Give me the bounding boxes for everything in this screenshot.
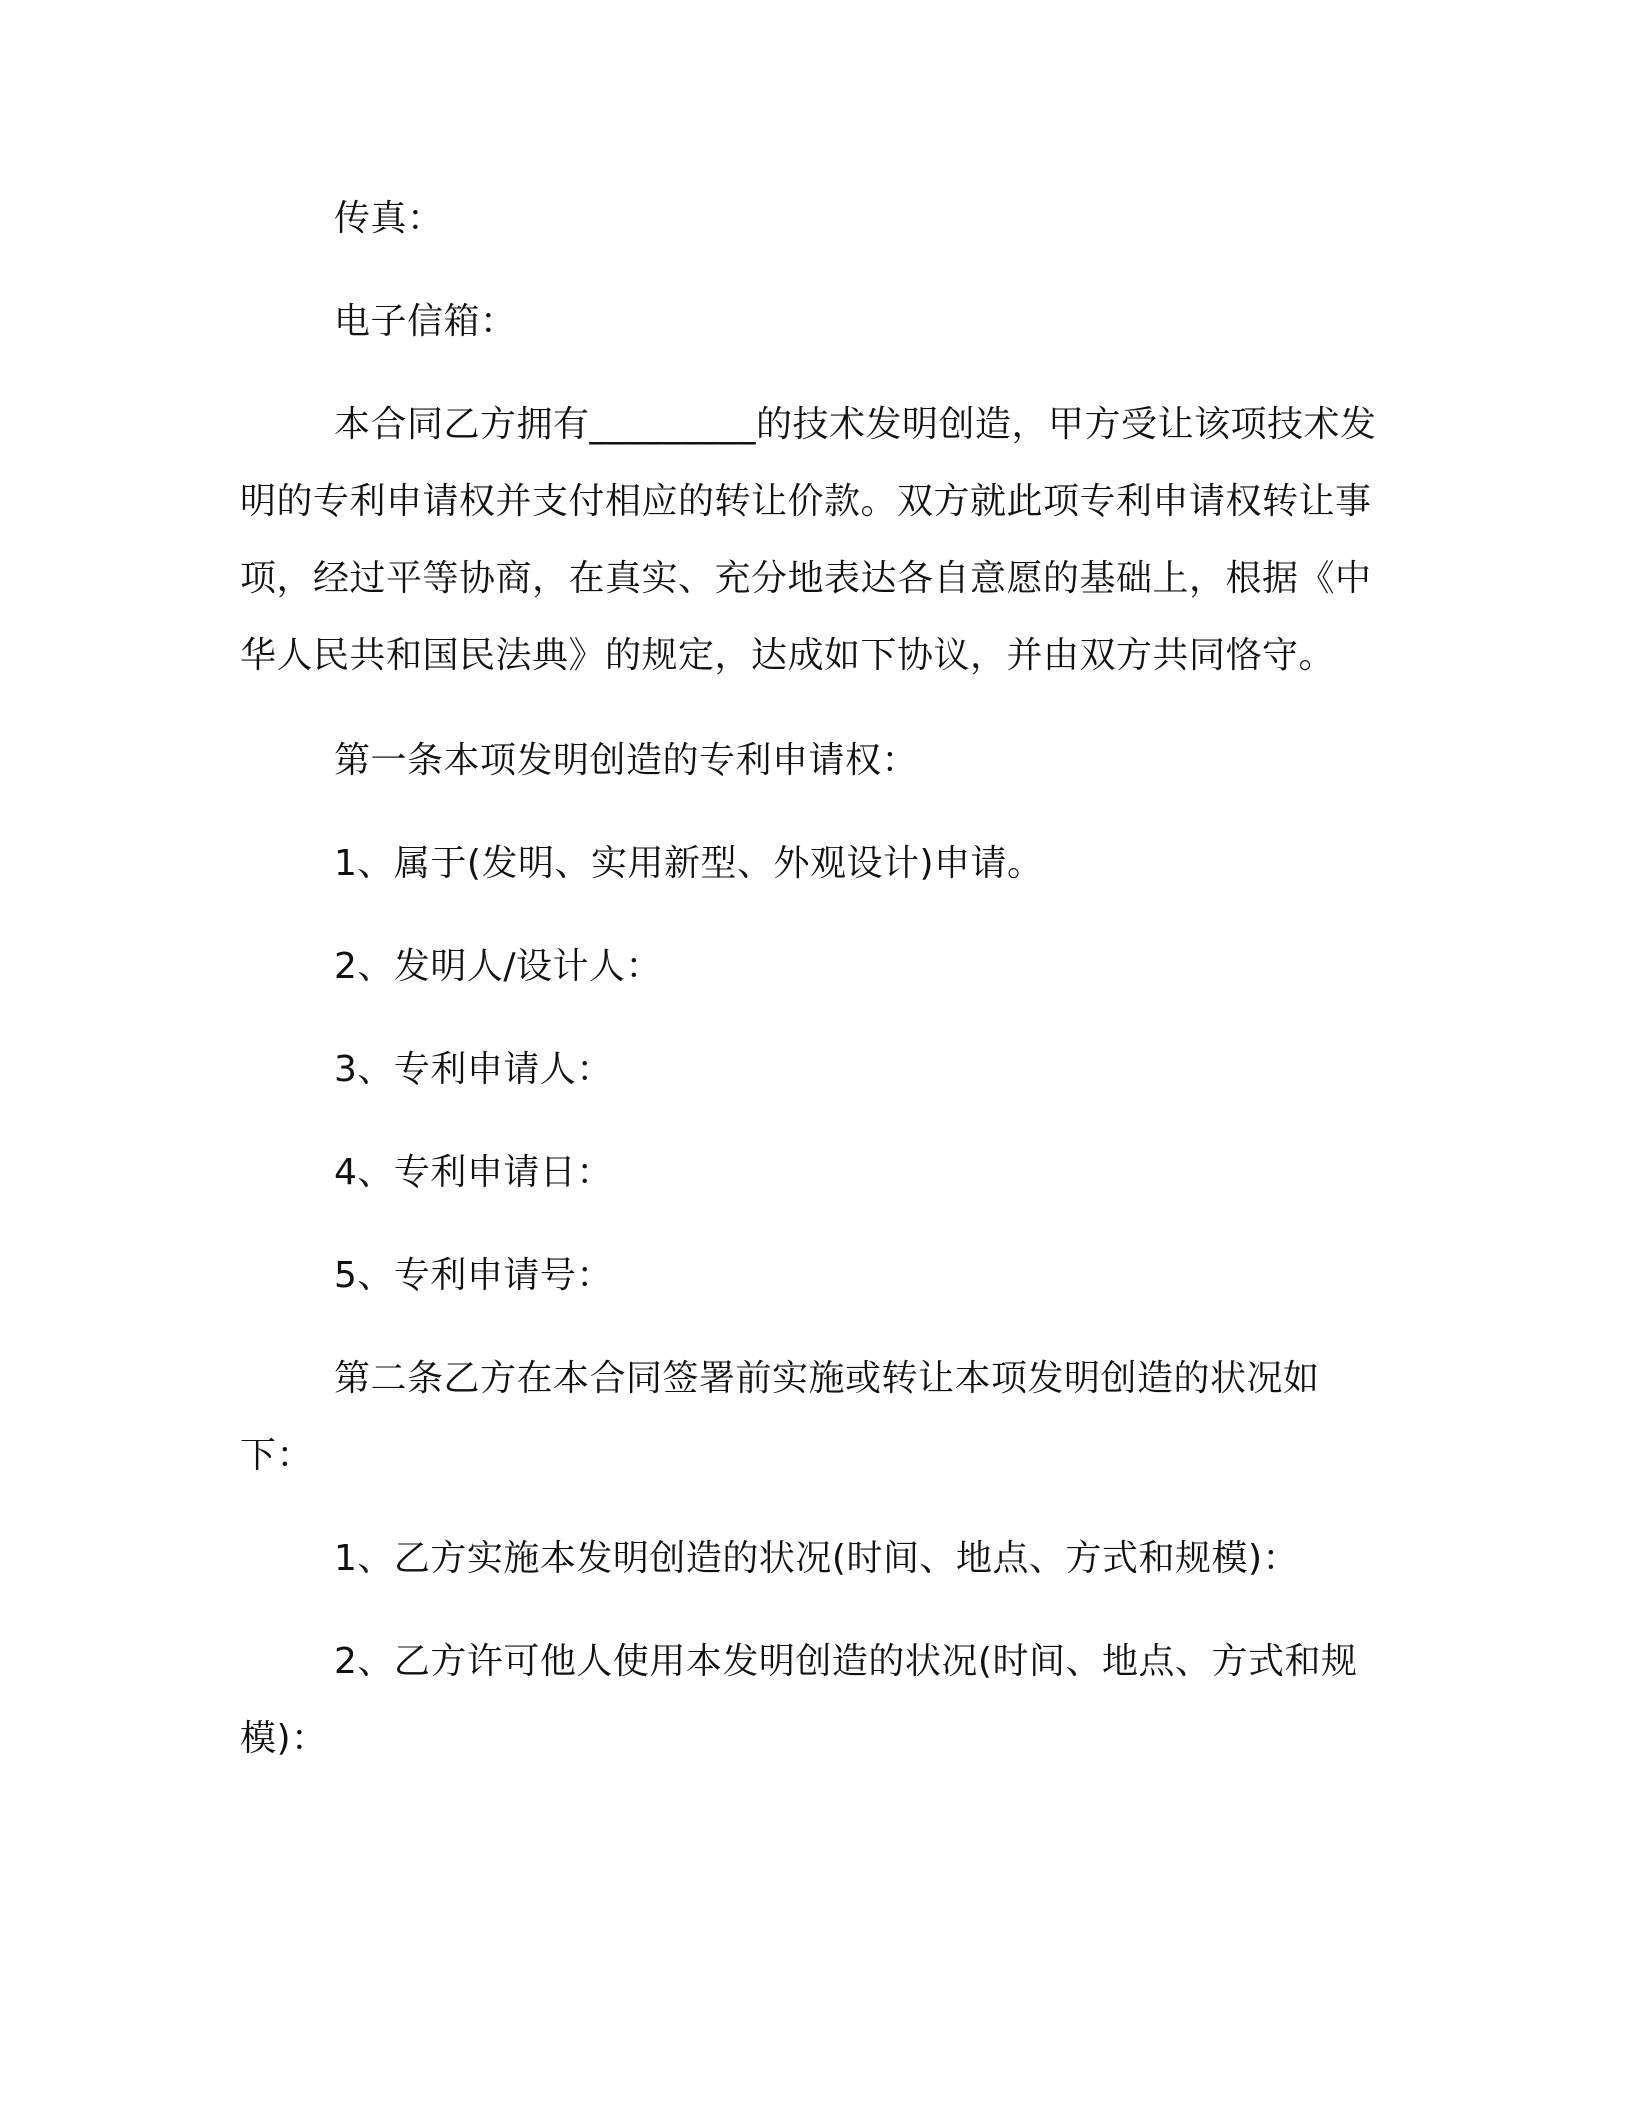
article-one-item-3: 3、专利申请人： bbox=[334, 1049, 613, 1090]
article-one-item-1: 1、属于(发明、实用新型、外观设计)申请。 bbox=[334, 843, 1044, 884]
email-line: 电子信箱： bbox=[334, 301, 517, 342]
fax-line: 传真： bbox=[334, 198, 444, 239]
document-body bbox=[240, 180, 1380, 1805]
article-two-item-1: 1、乙方实施本发明创造的状况(时间、地点、方式和规模)： bbox=[334, 1538, 1299, 1579]
article-one-heading: 第一条本项发明创造的专利申请权： bbox=[334, 740, 919, 781]
article-one-item-4: 4、专利申请日： bbox=[334, 1152, 613, 1193]
article-one-item-5: 5、专利申请号： bbox=[334, 1255, 613, 1296]
article-one-item-2: 2、发明人/设计人： bbox=[334, 946, 663, 987]
preamble-paragraph: 本合同乙方拥有_________的技术发明创造，甲方受让该项技术发明的专利申请权并支付相应的转让价款。双方就此项专利申请权转让事项，经过平等协商，在真实、充分地表达各自意愿的基础上，根据《中华人民共和国民法典》的规定，达成如下协议，并由双方共同恪守。 bbox=[240, 404, 1377, 676]
article-two-item-2: 2、乙方许可他人使用本发明创造的状况(时间、地点、方式和规模)： bbox=[240, 1641, 1358, 1759]
article-two-heading: 第二条乙方在本合同签署前实施或转让本项发明创造的状况如下： bbox=[240, 1358, 1320, 1476]
